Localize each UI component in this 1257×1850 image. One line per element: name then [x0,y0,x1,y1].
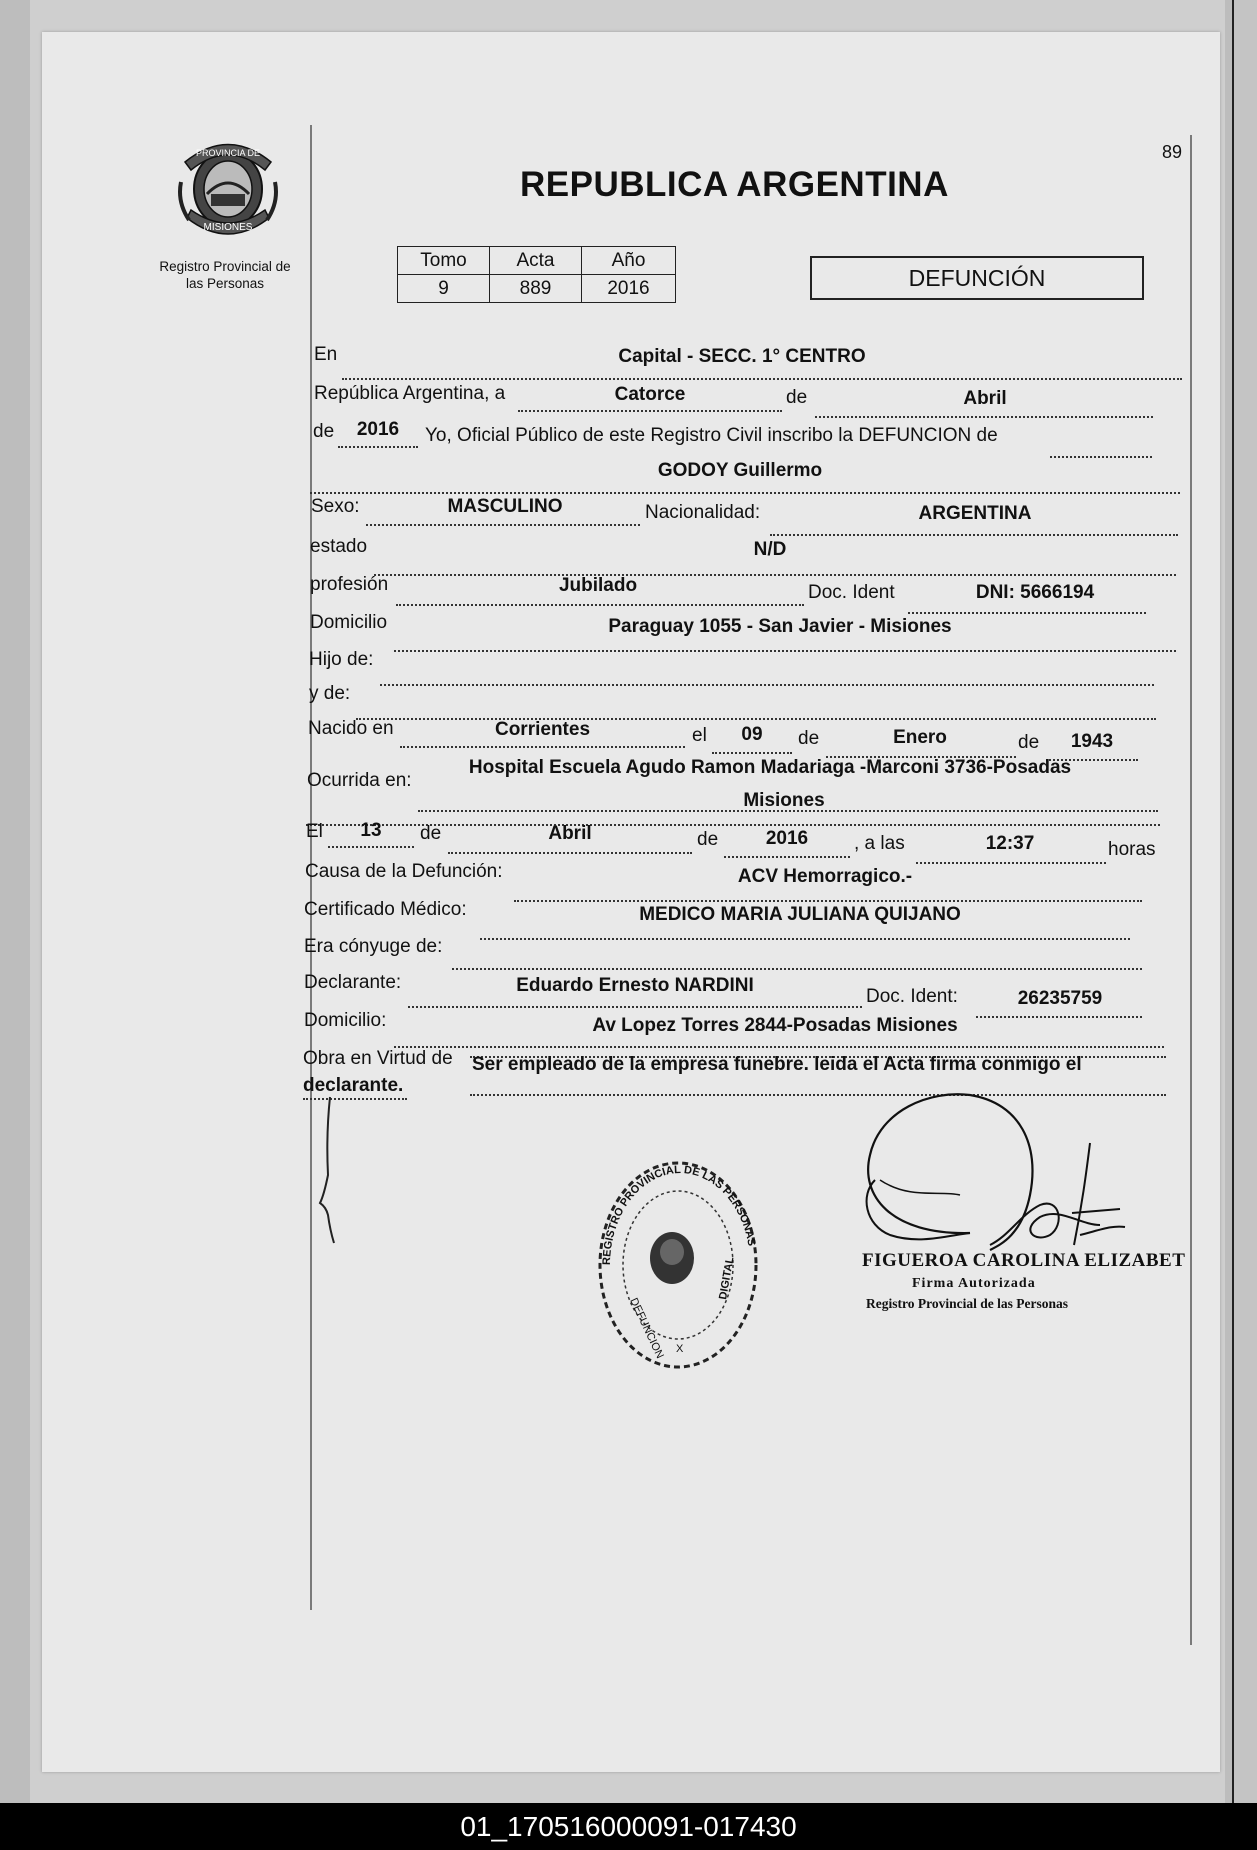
doc-ident-2-value: 26235759 [1017,988,1103,1009]
doc-ident-label: Doc. Ident [808,582,895,603]
nacido-label: Nacido en [308,718,394,739]
domicilio-value: Paraguay 1055 - San Javier - Misiones [608,616,952,637]
certificado-line [480,938,1130,940]
doc-ident-2-label: Doc. Ident: [866,986,958,1007]
year-value: 2016 [356,419,400,440]
ocurrida-value-line1: Hospital Escuela Agudo Ramon Madariaga -Marconi 3736-Posadas [468,757,1072,778]
day-line [518,410,782,412]
page-title: REPUBLICA ARGENTINA [520,165,949,204]
estado-line [374,574,1176,576]
hijo-de-line [380,684,1154,686]
birth-day-line [712,752,792,754]
horas-label: horas [1108,839,1156,860]
obra-value-line1: Ser empleado de la empresa funebre. leida el Acta firma conmigo el [472,1054,1082,1075]
registry-label-line1: Registro Provincial de [159,259,291,274]
official-stamp-icon [580,1150,770,1380]
doc-ident-2-line [976,1016,1142,1018]
death-day-text: Catorce [614,384,686,405]
obra-label: Obra en Virtud de [303,1048,453,1069]
en-value: Capital - SECC. 1° CENTRO [618,346,866,367]
conyuge-label: Era cónyuge de: [304,936,443,957]
book-table-value-row [398,275,676,303]
birth-day: 09 [741,724,763,745]
hijo-de-label: Hijo de: [309,649,374,670]
sexo-value: MASCULINO [447,496,563,517]
death-month-line [448,852,692,854]
y-de-label: y de: [309,683,351,704]
en-label: En [314,344,338,365]
domicilio-2-label: Domicilio: [304,1010,387,1031]
declarante-line [408,1006,862,1008]
birth-year: 1943 [1070,731,1114,752]
page-number: 89 [1162,142,1183,162]
svg-text:DIGITAL: DIGITAL [717,1255,737,1301]
nacido-line [400,746,685,748]
book-reference-table [397,246,676,303]
doc-ident-value: DNI: 5666194 [975,582,1095,603]
estado-label: estado [310,536,368,557]
file-id-footer: 01_170516000091-017430 [0,1803,1257,1850]
domicilio-2-value: Av Lopez Torres 2844-Posadas Misiones [592,1015,958,1036]
svg-text:PROVINCIA DE: PROVINCIA DE [195,148,261,158]
en-line [342,378,1182,380]
de-label-4: de [1018,732,1040,753]
ocurrida-label: Ocurrida en: [307,770,412,791]
margin-pen-mark [318,1095,338,1245]
svg-text:X: X [676,1343,684,1355]
book-value-acta: 889 [490,275,582,303]
death-year-line [724,856,850,858]
book-header-tomo: Tomo [398,247,490,275]
book-value-anio: 2016 [582,275,676,303]
signer-organization: Registro Provincial de las Personas [866,1296,1068,1311]
conyuge-line [452,968,1142,970]
estado-value: N/D [753,539,787,560]
declarante-value: Eduardo Ernesto NARDINI [516,975,754,996]
death-day-number: 13 [360,820,382,841]
de-label-5: de [420,823,442,844]
el-label: el [692,725,707,746]
domicilio-label: Domicilio [310,612,388,633]
certificado-label: Certificado Médico: [304,899,467,920]
death-time: 12:37 [985,833,1035,854]
book-value-tomo: 9 [398,275,490,303]
death-month-text: Abril [963,388,1007,409]
adjacent-page-edge [1232,0,1257,1805]
sexo-label: Sexo: [311,496,360,517]
death-year: 2016 [765,828,809,849]
profesion-label: profesión [310,574,389,595]
book-table-header-row [398,247,676,275]
death-day-line [328,846,414,848]
causa-line [514,900,1142,902]
de-label-3: de [798,728,820,749]
death-month: Abril [548,823,592,844]
deceased-name: GODOY Guillermo [657,460,823,481]
certificado-value: MEDICO MARIA JULIANA QUIJANO [639,904,961,925]
declarante-label: Declarante: [304,972,402,993]
sexo-line [366,524,640,526]
de-label-1: de [786,387,808,408]
registry-label-line2: las Personas [185,276,265,291]
death-time-line [916,862,1106,864]
inscribo-line [1050,456,1152,458]
republica-label: República Argentina, a [314,383,506,404]
nacionalidad-value: ARGENTINA [918,503,1032,524]
doc-ident-line [908,612,1146,614]
el-death-label: El [306,821,323,842]
profesion-line [396,604,804,606]
year-line [338,446,418,448]
obra-value-line2: declarante. [303,1075,404,1096]
de-label-2: de [313,421,335,442]
signer-name: FIGUEROA CAROLINA ELIZABET [862,1250,1186,1271]
causa-label: Causa de la Defunción: [305,861,503,882]
nacionalidad-line [770,534,1178,536]
de-label-6: de [697,829,719,850]
signer-role: Firma Autorizada [912,1276,1036,1291]
handwritten-signature [850,1085,1140,1275]
a-las-label: , a las [854,833,905,854]
nacionalidad-label: Nacionalidad: [645,502,761,523]
svg-text:DEFUNCION: DEFUNCION [627,1296,666,1361]
domicilio-2-line [394,1046,1164,1048]
book-header-acta: Acta [490,247,582,275]
birth-month: Enero [893,727,947,748]
causa-value: ACV Hemorragico.- [737,866,913,887]
month-line [815,416,1153,418]
book-header-anio: Año [582,247,676,275]
right-margin-rule [1190,135,1192,1645]
registry-label [150,258,300,292]
nacido-value: Corrientes [494,719,591,740]
document-type-box: DEFUNCIÓN [810,256,1144,300]
inscribo-statement: Yo, Oficial Público de este Registro Civil inscribo la DEFUNCION de [425,425,998,446]
profesion-value: Jubilado [558,575,638,596]
deceased-name-line [310,492,1180,494]
svg-text:MISIONES: MISIONES [203,222,253,233]
provincial-coat-of-arms-icon [175,132,281,246]
svg-text:REGISTRO PROVINCIAL DE LAS PER: REGISTRO PROVINCIAL DE LAS PERSONAS [600,1163,758,1266]
ocurrida-value-line2: Misiones [743,790,825,811]
domicilio-line [394,650,1176,652]
